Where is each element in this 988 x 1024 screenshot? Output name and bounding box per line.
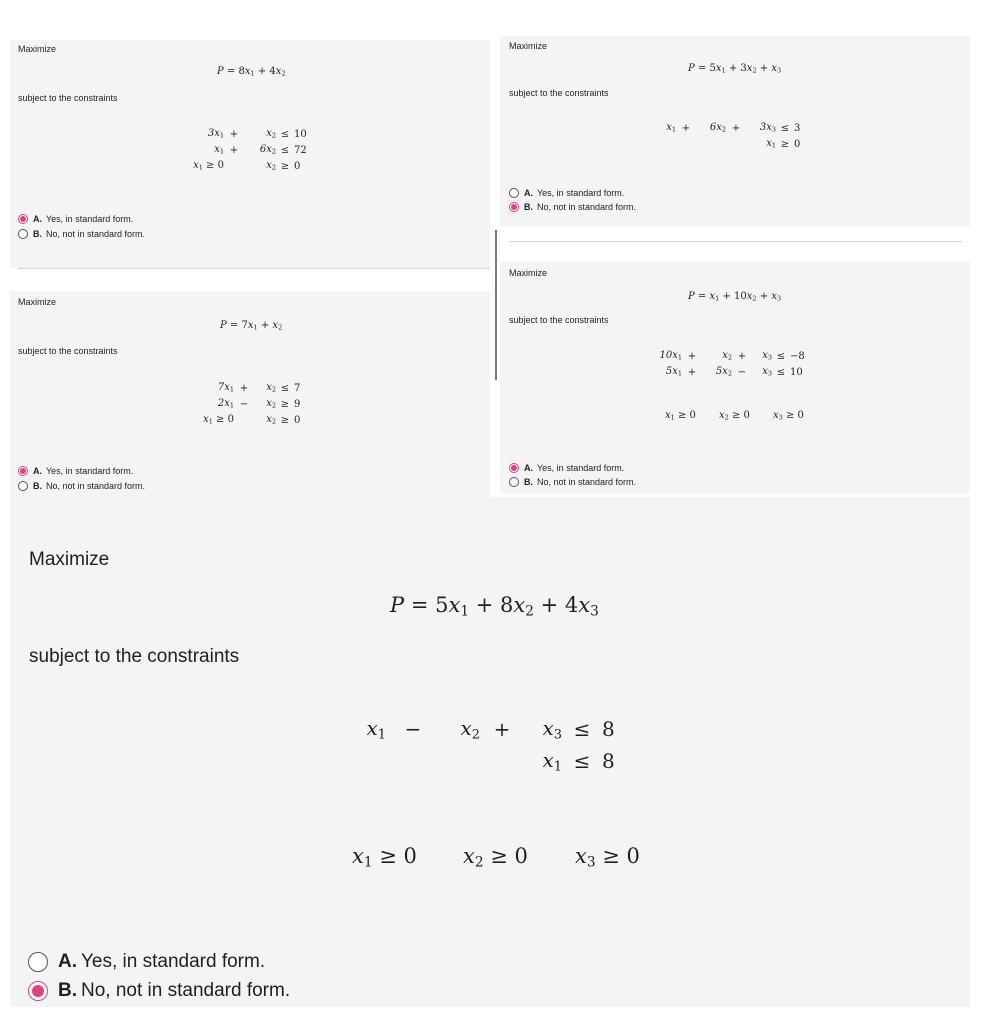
option-b[interactable]: B. No, not in standard form. (509, 477, 636, 487)
radio-empty-icon[interactable] (18, 481, 28, 491)
subject-label: subject to the constraints (18, 346, 118, 356)
problem-5-panel (10, 497, 970, 1007)
problem-2-panel (500, 36, 970, 226)
divider (18, 268, 490, 269)
option-a[interactable]: A. Yes, in standard form. (28, 951, 265, 973)
problem-1-panel (10, 40, 490, 268)
subject-label: subject to the constraints (18, 93, 118, 103)
problem-3-panel (10, 291, 490, 497)
option-a[interactable]: A. Yes, in standard form. (18, 214, 133, 224)
radio-empty-icon[interactable] (509, 477, 519, 487)
subject-label: subject to the constraints (509, 315, 609, 325)
subject-label: subject to the constraints (29, 646, 240, 667)
problem-4-panel (500, 262, 970, 494)
nonnegativity-x1: $x_1 \ge 0$ (352, 844, 417, 871)
radio-selected-icon[interactable] (18, 466, 28, 476)
option-a[interactable]: A. Yes, in standard form. (509, 463, 624, 473)
divider (509, 241, 962, 242)
maximize-label: Maximize (18, 297, 57, 307)
objective-function: $P = 8x_1 + 4x_2$ (217, 66, 286, 78)
scrollbar[interactable] (495, 230, 497, 380)
maximize-label: Maximize (18, 44, 57, 54)
radio-selected-icon[interactable] (18, 214, 28, 224)
radio-selected-icon[interactable] (509, 202, 519, 212)
nonnegativity-x2: $x_2 \ge 0$ (463, 844, 528, 871)
maximize-label: Maximize (29, 549, 110, 570)
radio-selected-icon[interactable] (509, 463, 519, 473)
option-b[interactable]: B. No, not in standard form. (18, 481, 145, 491)
radio-empty-icon[interactable] (28, 952, 48, 972)
radio-empty-icon[interactable] (18, 229, 28, 239)
nonnegativity-x2: $x_2 \ge 0$ (719, 410, 750, 422)
option-b[interactable]: B. No, not in standard form. (509, 202, 636, 212)
option-b[interactable]: B. No, not in standard form. (18, 229, 145, 239)
objective-function: $P = 5x_1 + 3x_2 + x_3$ (688, 63, 782, 75)
maximize-label: Maximize (509, 41, 548, 51)
objective-function: $P = 7x_1 + x_2$ (220, 320, 283, 332)
term: $3x_1$ (207, 128, 224, 140)
constraints-block: $x_1$ + $6x_2$ + $3x_3$ ≤ 3 $x_1$ ≥ 0 (666, 122, 801, 150)
subject-label: subject to the constraints (509, 88, 609, 98)
option-a[interactable]: A. Yes, in standard form. (18, 466, 133, 476)
option-a[interactable]: A. Yes, in standard form. (509, 188, 624, 198)
constraints-block: $10x_1$ + $x_2$ + $x_3$ ≤ −8 $5x_1$ + $5x_2$ − $x_3$ ≤ 10 (659, 350, 805, 378)
constraints-block: $7x_1$ + $x_2$ ≤ 7 $2x_1$ − $x_2$ ≥ 9 $x_1 \ge 0$ $x_2$ ≥ 0 (203, 382, 301, 426)
nonnegativity-x3: $x_3 \ge 0$ (773, 410, 804, 422)
nonnegativity-x3: $x_3 \ge 0$ (575, 844, 640, 871)
nonnegativity-x1: $x_1 \ge 0$ (665, 410, 696, 422)
maximize-label: Maximize (509, 268, 548, 278)
objective-function: $P = x_1 + 10x_2 + x_3$ (688, 291, 782, 303)
option-b[interactable]: B. No, not in standard form. (28, 980, 290, 1002)
constraints-block: $3x_1$ + $x_2$ ≤ 10 $x_1$ + $6x_2$ ≤ 72 $x_1 \ge 0$ $x_2$ ≥ 0 (190, 126, 318, 174)
radio-selected-icon[interactable] (28, 981, 48, 1001)
radio-empty-icon[interactable] (509, 188, 519, 198)
constraints-block: $x_1$ − $x_2$ + $x_3$ ≤ 8 $x_1$ ≤ 8 (366, 715, 615, 775)
objective-function: $P = 5x_1 + 8x_2 + 4x_3$ (390, 593, 599, 620)
